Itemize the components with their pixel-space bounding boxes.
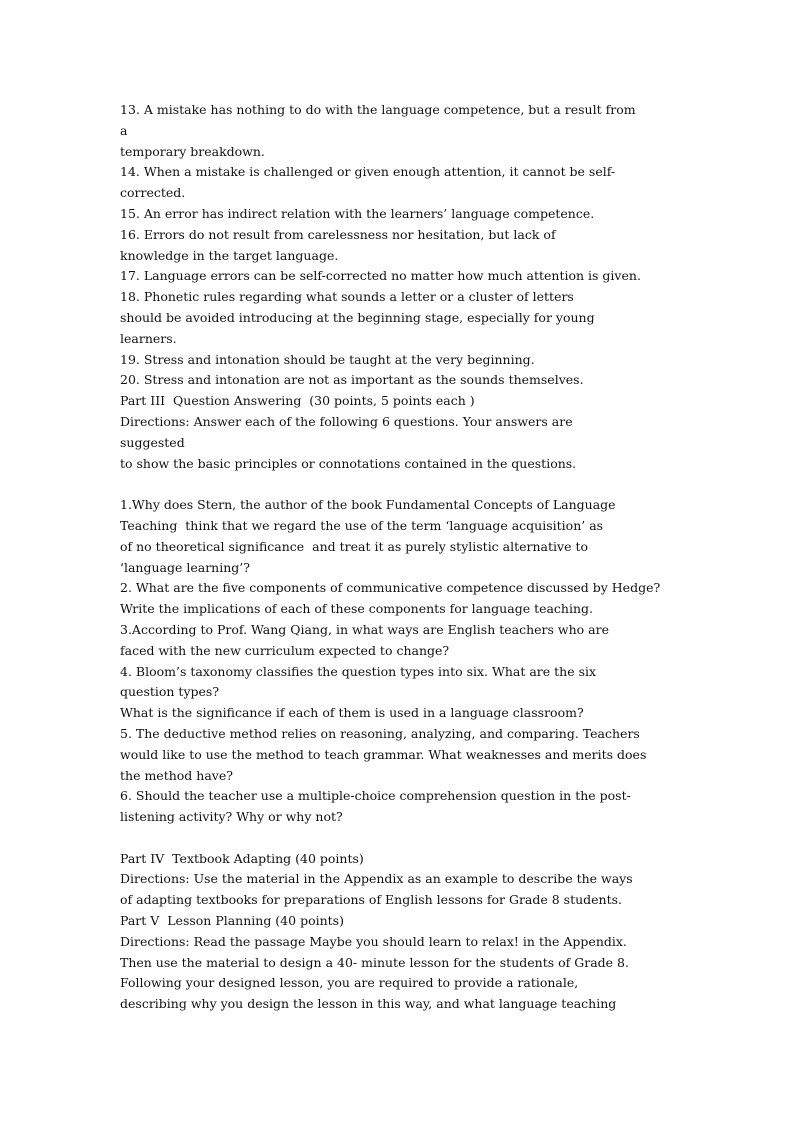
text-line: 20. Stress and intonation are not as important as the sounds themselves. — [120, 372, 584, 388]
text-line: listening activity? Why or why not? — [120, 809, 343, 825]
text-line: 15. An error has indirect relation with the learners’ language competence. — [120, 205, 595, 221]
text-line: ‘language learning’? — [120, 559, 250, 575]
text-line: the method have? — [120, 767, 233, 783]
text-line: 3.According to Prof. Wang Qiang, in what ways are English teachers who are — [120, 621, 609, 637]
text-line: Teaching think that we regard the use of the term ‘language acquisition’ as — [120, 517, 604, 533]
text-line: 17. Language errors can be self-corrected no matter how much attention is given. — [120, 268, 641, 284]
text-line: would like to use the method to teach grammar. What weaknesses and merits does — [120, 746, 647, 762]
text-line: 14. When a mistake is challenged or given enough attention, it cannot be self- — [120, 164, 616, 180]
text-line: of no theoretical significance and treat it as purely stylistic alternative to — [120, 538, 589, 554]
text-line: 5. The deductive method relies on reasoning, analyzing, and comparing. Teachers — [120, 725, 640, 741]
text-line: 4. Bloom’s taxonomy classifies the question types into six. What are the six — [120, 663, 597, 679]
text-line: Directions: Use the material in the Appendix as an example to describe the ways — [120, 871, 633, 887]
text-line: Following your designed lesson, you are required to provide a rationale, — [120, 975, 579, 991]
text-line: of adapting textbooks for preparations of English lessons for Grade 8 students. — [120, 892, 623, 908]
text-line: faced with the new curriculum expected to change? — [120, 642, 450, 658]
text-line: learners. — [120, 330, 177, 346]
text-line: Part IV Textbook Adapting (40 points) — [120, 850, 364, 866]
text-line: 13. A mistake has nothing to do with the language competence, but a result from — [120, 102, 636, 117]
text-line: Directions: Read the passage Maybe you should learn to relax! in the Appendix. — [120, 933, 627, 949]
text-line: describing why you design the lesson in this way, and what language teaching — [120, 996, 617, 1012]
text-line: Directions: Answer each of the following 6 questions. Your answers are — [120, 413, 573, 429]
text-line: 19. Stress and intonation should be taught at the very beginning. — [120, 351, 535, 367]
text-line: 16. Errors do not result from carelessness nor hesitation, but lack of — [120, 226, 556, 242]
document-body — [120, 100, 700, 1015]
text-line: Then use the material to design a 40- minute lesson for the students of Grade 8. — [120, 954, 629, 970]
text-line: 2. What are the five components of communicative competence discussed by Hedge? — [120, 580, 661, 596]
text-line: 6. Should the teacher use a multiple-choice comprehension question in the post- — [120, 788, 631, 804]
text-line: a — [120, 122, 128, 138]
text-line: suggested — [120, 434, 185, 450]
text-line: question types? — [120, 684, 220, 700]
text-line: What is the significance if each of them is used in a language classroom? — [120, 705, 584, 721]
text-line: corrected. — [120, 185, 186, 201]
text-line — [120, 474, 700, 495]
text-line: to show the basic principles or connotations contained in the questions. — [120, 455, 577, 471]
text-line: should be avoided introducing at the beginning stage, especially for young — [120, 309, 595, 325]
text-line: Write the implications of each of these components for language teaching. — [120, 601, 594, 617]
text-line: temporary breakdown. — [120, 143, 265, 159]
text-line — [120, 828, 700, 849]
text-line: knowledge in the target language. — [120, 247, 339, 263]
text-line: Part V Lesson Planning (40 points) — [120, 913, 344, 929]
text-line: 18. Phonetic rules regarding what sounds a letter or a cluster of letters — [120, 289, 574, 305]
text-line: 1.Why does Stern, the author of the book Fundamental Concepts of Language — [120, 497, 616, 513]
text-line: Part III Question Answering (30 points, 5 points each ) — [120, 393, 475, 409]
